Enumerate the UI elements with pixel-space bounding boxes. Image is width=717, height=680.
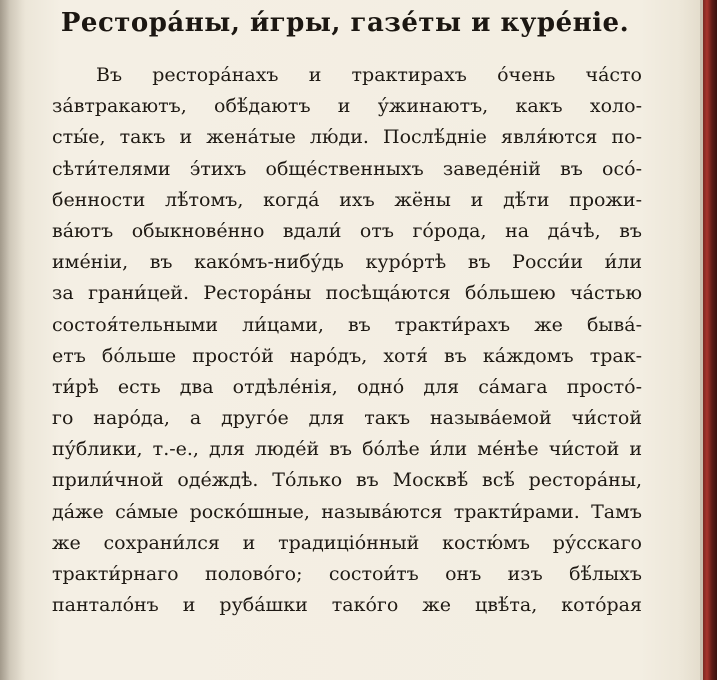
text-line: за́втракаютъ, обѣ́даютъ и у́жинаютъ, какъ холо- bbox=[52, 95, 642, 118]
text-line: ти́рѣ есть два отдѣле́нія, одно́ для са́мага просто́- bbox=[52, 375, 642, 398]
text-line: сѣти́телями э́тихъ обще́ственныхъ заведе́ній въ осо́- bbox=[52, 157, 642, 180]
text-line: состоя́тельными ли́цами, въ тракти́рахъ же быва́- bbox=[52, 313, 642, 336]
chapter-title: Рестора́ны, и́гры, газе́ты и куре́ніе. bbox=[60, 8, 630, 38]
text-line: за грани́цей. Рестора́ны посѣща́ются бо́льшею ча́стью bbox=[52, 282, 642, 305]
text-line: да́же са́мые роско́шные, называ́ются тракти́рами. Тамъ bbox=[52, 500, 642, 523]
text-line: пу́блики, т.-е., для люде́й въ бо́лѣе и́ли ме́нѣе чи́стой и bbox=[52, 438, 642, 461]
text-line: бенности лѣ́томъ, когда́ ихъ жёны и дѣ́ти прожи- bbox=[52, 188, 642, 211]
text-line: етъ бо́льше просто́й наро́дъ, хотя́ въ ка́ждомъ трак- bbox=[52, 344, 642, 367]
text-line: сты́е, такъ и жена́тые лю́ди. Послѣ́дніе явля́ются по- bbox=[52, 126, 642, 149]
body-text bbox=[52, 60, 642, 621]
text-line: же сохрани́лся и традиціо́нный костю́мъ ру́сскаго bbox=[52, 531, 642, 554]
text-line: тракти́рнаго полово́го; состои́тъ онъ изъ бѣ́лыхъ bbox=[52, 563, 642, 585]
text-line: прили́чной оде́ждѣ. То́лько въ Москвѣ́ всѣ́ рестора́ны, bbox=[52, 469, 642, 492]
text-line: име́ніи, въ како́мъ-нибу́дь куро́ртѣ въ Росси́и и́ли bbox=[52, 251, 642, 274]
text-line: ва́ютъ обыкнове́нно вдали́ отъ го́рода, на да́чѣ, въ bbox=[52, 219, 642, 242]
gutter-shadow bbox=[0, 0, 26, 680]
text-line: Въ рестора́нахъ и трактирахъ о́чень ча́сто bbox=[96, 64, 642, 86]
text-line: пантало́нъ и руба́шки тако́го же цвѣ́та, кото́рая bbox=[52, 594, 642, 617]
text-line: го наро́да, а друго́е для такъ называ́емой чи́стой bbox=[52, 407, 642, 430]
book-cover-edge bbox=[703, 0, 717, 680]
